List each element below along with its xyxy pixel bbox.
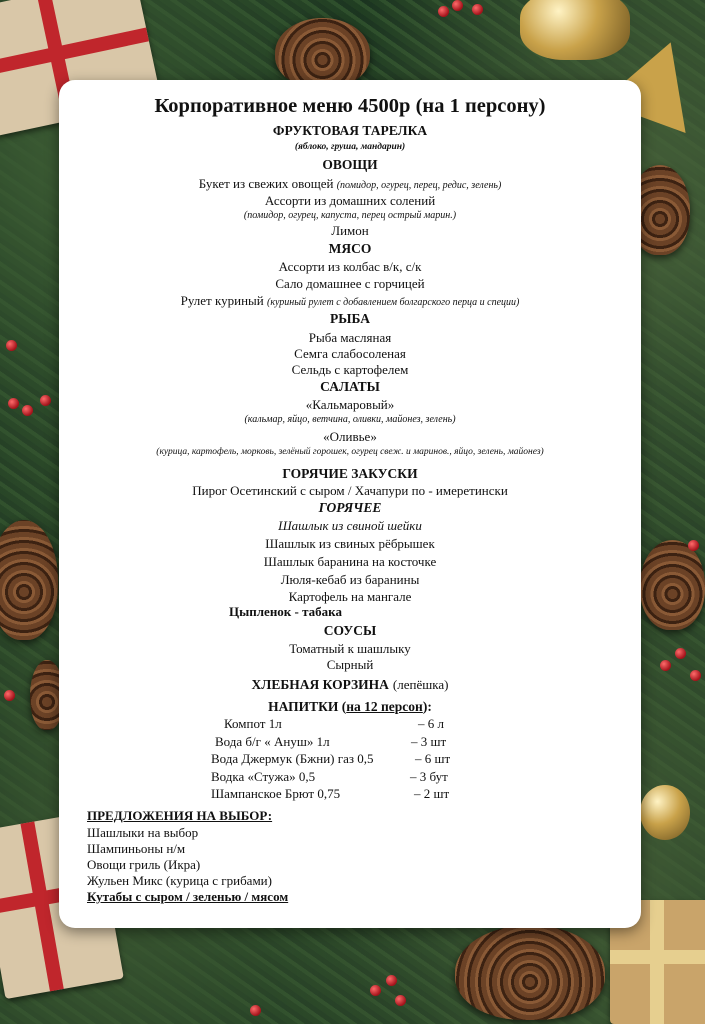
menu-item: Шашлык из свиных рёбрышек xyxy=(265,536,435,551)
heading-hot: ГОРЯЧЕЕ xyxy=(318,500,382,515)
offer-item: Шашлыки на выбор xyxy=(87,825,199,840)
fruit-note: (яблоко, груша, мандарин) xyxy=(294,142,406,152)
pinecone-right-mid xyxy=(640,540,705,630)
menu-item: Сало домашнее с горчицей xyxy=(275,276,425,291)
heading-hot-snacks: ГОРЯЧИЕ ЗАКУСКИ xyxy=(282,466,418,481)
drink-qty: – 6 л xyxy=(418,716,444,731)
menu-item: Шашлык из свиной шейки xyxy=(278,518,422,533)
drink-name: Водка «Стужа» 0,5 xyxy=(211,769,316,784)
offer-item-last: Кутабы с сыром / зеленью / мясом xyxy=(87,889,289,904)
bread-line: ХЛЕБНАЯ КОРЗИНА (лепёшка) xyxy=(251,677,449,692)
heading-offers: ПРЕДЛОЖЕНИЯ НА ВЫБОР: xyxy=(87,808,273,823)
heading-meat: МЯСО xyxy=(328,241,372,256)
menu-item: «Кальмаровый» xyxy=(305,397,395,412)
menu-card xyxy=(59,80,641,928)
menu-item: Сырный xyxy=(326,657,374,672)
drink-name: Шампанское Брют 0,75 xyxy=(211,786,341,801)
heading-drinks: НАПИТКИ (на 12 персон): xyxy=(268,699,432,714)
heading-fruit: ФРУКТОВАЯ ТАРЕЛКА xyxy=(272,123,428,138)
menu-item: Рыба масляная xyxy=(308,330,392,345)
pinecone-bottom xyxy=(455,925,605,1020)
drink-qty: – 3 бут xyxy=(410,769,448,784)
menu-item-special: Цыпленок - табака xyxy=(229,604,342,619)
menu-item: Ассорти из колбас в/к, с/к xyxy=(278,259,422,274)
page-title: Корпоративное меню 4500р (на 1 персону) xyxy=(154,95,546,117)
offer-item: Жульен Микс (курица с грибами) xyxy=(87,873,272,888)
menu-item: Пирог Осетинский с сыром / Хачапури по - имеретински xyxy=(192,483,508,498)
drink-qty: – 2 шт xyxy=(414,786,450,801)
item-note: (кальмар, яйцо, ветчина, оливки, майонез, зелень) xyxy=(244,414,456,425)
offer-item: Шампиньоны н/м xyxy=(87,841,186,856)
drink-qty: – 3 шт xyxy=(411,734,447,749)
heading-salads: САЛАТЫ xyxy=(320,379,380,394)
item-note: (курица, картофель, морковь, зелёный горошек, огурец свеж. и маринов., яйцо, зелень, майонез) xyxy=(156,447,544,457)
menu-item: Ассорти из домашних солений xyxy=(264,193,436,208)
menu-item: Люля-кебаб из баранины xyxy=(280,572,420,587)
item-note: (помидор, огурец, капуста, перец острый марин.) xyxy=(243,210,457,221)
heading-sauces: СОУСЫ xyxy=(323,623,377,638)
drink-name: Вода Джермук (Бжни) газ 0,5 xyxy=(211,751,374,766)
gold-ornament-top-right xyxy=(520,0,630,60)
menu-item: Семга слабосоленая xyxy=(294,346,406,361)
heading-vegetables: ОВОЩИ xyxy=(322,157,378,172)
menu-item: Томатный к шашлыку xyxy=(289,641,411,656)
menu-item: Рулет куриный (куриный рулет с добавлением болгарского перца и специи) xyxy=(180,293,520,308)
menu-item: «Оливье» xyxy=(323,429,377,444)
heading-fish: РЫБА xyxy=(330,311,370,326)
pinecone-top xyxy=(275,18,370,88)
drink-name: Компот 1л xyxy=(224,716,282,731)
menu-item: Картофель на мангале xyxy=(288,589,412,604)
drink-name: Вода б/г « Ануш» 1л xyxy=(215,734,330,749)
menu-item: Лимон xyxy=(331,223,369,238)
offer-item: Овощи гриль (Икра) xyxy=(87,857,201,872)
menu-item: Шашлык баранина на косточке xyxy=(263,554,437,569)
menu-item: Букет из свежих овощей (помидор, огурец, перец, редис, зелень) xyxy=(198,176,502,191)
gold-ornament-right xyxy=(640,785,690,840)
menu-item: Сельдь с картофелем xyxy=(291,362,409,377)
drink-qty: – 6 шт xyxy=(415,751,451,766)
